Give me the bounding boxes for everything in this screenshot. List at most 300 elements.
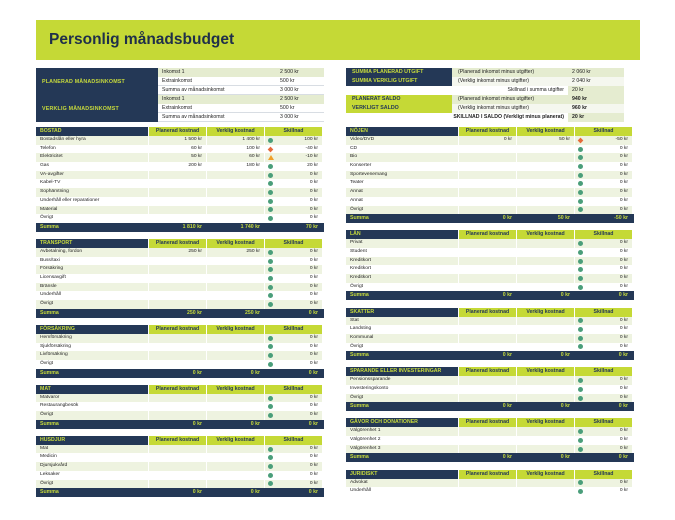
cell-actual[interactable] [206, 300, 264, 309]
row-name[interactable]: Student [346, 248, 458, 257]
cell-actual[interactable] [516, 274, 574, 283]
cell-actual[interactable]: 250 kr [206, 248, 264, 257]
cell-actual[interactable] [206, 453, 264, 462]
cell-planned[interactable] [148, 351, 206, 360]
cell-actual[interactable] [516, 145, 574, 154]
table-row [346, 171, 634, 180]
cell-actual[interactable] [516, 206, 574, 215]
table-row [346, 385, 634, 394]
circle-indicator-icon [268, 455, 273, 460]
column-header-actual: Verklig kostnad [516, 127, 574, 136]
cell-actual[interactable] [206, 214, 264, 223]
circle-indicator-icon [578, 344, 583, 349]
cell-diff [574, 188, 632, 197]
row-name[interactable]: Övrigt [36, 214, 148, 223]
cell-planned[interactable] [148, 265, 206, 274]
diff-value: 0 kr [619, 266, 628, 272]
actual-income-row [158, 104, 324, 113]
summary-value: 20 kr [568, 86, 624, 95]
row-value: 3 000 kr [280, 114, 299, 120]
row-name[interactable]: VA-avgifter [36, 171, 148, 180]
row-name[interactable]: Annat [346, 188, 458, 197]
diff-value: 0 kr [309, 215, 318, 221]
cell-actual[interactable] [206, 471, 264, 480]
cell-planned[interactable] [148, 283, 206, 292]
cell-planned[interactable] [458, 343, 516, 352]
cell-planned[interactable] [458, 153, 516, 162]
cell-actual[interactable] [516, 265, 574, 274]
cell-diff [264, 411, 322, 420]
cell-actual[interactable] [206, 360, 264, 369]
cell-planned[interactable] [148, 445, 206, 454]
row-name[interactable]: Pensionssparande [346, 376, 458, 385]
cell-actual[interactable] [516, 239, 574, 248]
cell-actual[interactable] [516, 317, 574, 326]
cell-actual[interactable] [206, 402, 264, 411]
cell-planned[interactable] [148, 402, 206, 411]
summary-label: SUMMA VERKLIG UTGIFT [346, 77, 452, 86]
row-name[interactable]: CD [346, 145, 458, 154]
circle-indicator-icon [268, 464, 273, 469]
cell-actual[interactable]: 1 400 kr [206, 136, 264, 145]
cell-planned[interactable] [458, 145, 516, 154]
diff-value: 0 kr [309, 352, 318, 358]
table-mat [36, 385, 324, 429]
circle-indicator-icon [268, 285, 273, 290]
cell-actual[interactable] [516, 283, 574, 292]
row-name[interactable]: Landsting [346, 325, 458, 334]
cell-actual[interactable] [516, 376, 574, 385]
cell-actual[interactable] [206, 445, 264, 454]
cell-actual[interactable] [206, 283, 264, 292]
row-name[interactable]: Välgörenhet 1 [346, 427, 458, 436]
cell-planned[interactable] [458, 427, 516, 436]
row-name[interactable]: Kreditkort [346, 274, 458, 283]
cell-actual[interactable] [516, 343, 574, 352]
cell-actual[interactable] [516, 334, 574, 343]
cell-planned[interactable] [458, 479, 516, 488]
column-header-diff: Skillnad [264, 239, 322, 248]
diff-value: 100 kr [304, 137, 318, 142]
cell-planned[interactable]: 1 500 kr [148, 136, 206, 145]
total-planned: 0 kr [192, 369, 202, 376]
row-name[interactable]: Hemförsäkring [36, 334, 148, 343]
row-name[interactable]: Telefon [36, 145, 148, 154]
cell-planned[interactable] [148, 453, 206, 462]
cell-planned[interactable] [148, 300, 206, 309]
cell-actual[interactable] [206, 291, 264, 300]
cell-actual[interactable]: 60 kr [206, 153, 264, 162]
diff-value: 0 kr [619, 445, 628, 451]
summary-row [346, 86, 624, 95]
row-name[interactable]: Medicin [36, 453, 148, 462]
cell-actual[interactable] [516, 487, 574, 496]
table-row [346, 376, 634, 385]
cell-actual[interactable] [206, 334, 264, 343]
section-title: JURIDISKT [346, 470, 458, 479]
total-planned: 0 kr [502, 403, 512, 410]
diff-value: 0 kr [619, 189, 628, 195]
table-row [346, 188, 634, 197]
total-diff: 0 kr [308, 369, 318, 376]
row-name[interactable]: Sjukförsäkring [36, 343, 148, 352]
summary-value: 2 060 kr [568, 68, 624, 77]
cell-actual[interactable]: 50 kr [516, 136, 574, 145]
cell-diff [264, 283, 322, 292]
total-planned: 0 kr [192, 420, 202, 427]
circle-indicator-icon [578, 438, 583, 443]
diff-value: 0 kr [619, 488, 628, 494]
diff-value: 0 kr [619, 394, 628, 400]
row-name[interactable]: Sophämtning [36, 188, 148, 197]
cell-planned[interactable] [458, 436, 516, 445]
table-row [346, 136, 634, 145]
cell-planned[interactable] [458, 171, 516, 180]
cell-planned[interactable] [458, 179, 516, 188]
total-label: Summa [40, 309, 59, 316]
diff-value: 0 kr [309, 180, 318, 186]
table-row [346, 334, 634, 343]
row-name[interactable]: Teater [346, 179, 458, 188]
cell-planned[interactable] [148, 343, 206, 352]
cell-planned[interactable] [458, 445, 516, 454]
table-row [346, 206, 634, 215]
column-header-actual: Verklig kostnad [516, 230, 574, 239]
cell-planned[interactable] [148, 274, 206, 283]
table-row [36, 471, 324, 480]
cell-planned[interactable]: 0 kr [458, 136, 516, 145]
cell-planned[interactable] [458, 376, 516, 385]
cell-planned[interactable] [148, 291, 206, 300]
table-row [36, 179, 324, 188]
row-name[interactable]: Kabel-TV [36, 179, 148, 188]
table-row [36, 283, 324, 292]
row-name[interactable]: Försäkring [36, 265, 148, 274]
row-name[interactable]: Investeringskonto [346, 385, 458, 394]
row-name[interactable]: Licensavgift [36, 274, 148, 283]
cell-actual[interactable] [206, 411, 264, 420]
row-name[interactable]: Konserter [346, 162, 458, 171]
cell-planned[interactable] [458, 257, 516, 266]
cell-diff [574, 153, 632, 162]
table-header [36, 239, 324, 248]
cell-planned[interactable] [148, 462, 206, 471]
row-name[interactable]: Övrigt [36, 411, 148, 420]
cell-actual[interactable] [516, 436, 574, 445]
cell-actual[interactable] [516, 171, 574, 180]
cell-planned[interactable]: 50 kr [148, 153, 206, 162]
cell-actual[interactable] [206, 394, 264, 403]
cell-actual[interactable] [206, 265, 264, 274]
diff-value: 0 kr [309, 463, 318, 469]
cell-diff [574, 206, 632, 215]
row-name[interactable]: Välgörenhet 2 [346, 436, 458, 445]
row-name[interactable]: Underhåll [346, 487, 458, 496]
row-name[interactable]: Bostadslån eller hyra [36, 136, 148, 145]
cell-planned[interactable] [148, 360, 206, 369]
cell-planned[interactable] [148, 197, 206, 206]
cell-actual[interactable] [516, 479, 574, 488]
cell-planned[interactable] [148, 471, 206, 480]
cell-planned[interactable] [148, 214, 206, 223]
section-title: HUSDJUR [36, 436, 148, 445]
total-diff: 0 kr [618, 454, 628, 461]
row-name[interactable]: Bränsle [36, 283, 148, 292]
row-name[interactable]: Underhåll eller reparationer [36, 197, 148, 206]
total-diff: -50 kr [614, 215, 628, 222]
summary-label: PLANERAT SALDO [346, 95, 452, 104]
cell-diff [574, 479, 632, 488]
total-planned: 0 kr [192, 489, 202, 496]
cell-diff [264, 334, 322, 343]
cell-actual[interactable] [206, 257, 264, 266]
row-name[interactable]: Övrigt [36, 360, 148, 369]
cell-actual[interactable] [206, 206, 264, 215]
cell-planned[interactable]: 250 kr [148, 248, 206, 257]
circle-indicator-icon [268, 447, 273, 452]
cell-actual[interactable] [516, 325, 574, 334]
diff-value: 0 kr [619, 377, 628, 383]
cell-actual[interactable] [516, 179, 574, 188]
row-name[interactable]: Restaurangbesök [36, 402, 148, 411]
circle-indicator-icon [578, 327, 583, 332]
table-total-row [36, 309, 324, 318]
cell-planned[interactable] [458, 162, 516, 171]
cell-planned[interactable] [148, 480, 206, 489]
column-header-actual: Verklig kostnad [206, 239, 264, 248]
row-value[interactable]: 500 kr [280, 78, 295, 84]
cell-planned[interactable] [148, 257, 206, 266]
row-name[interactable]: Övrigt [36, 300, 148, 309]
cell-actual[interactable] [206, 197, 264, 206]
diff-value: -40 kr [305, 145, 318, 151]
row-name[interactable]: Stat [346, 317, 458, 326]
column-header-planned: Planerad kostnad [458, 470, 516, 479]
cell-actual[interactable] [516, 445, 574, 454]
cell-diff [264, 162, 322, 171]
cell-planned[interactable] [458, 206, 516, 215]
column-header-diff: Skillnad [574, 127, 632, 136]
cell-planned[interactable]: 60 kr [148, 145, 206, 154]
circle-indicator-icon [578, 447, 583, 452]
diff-value: 0 kr [309, 480, 318, 486]
circle-indicator-icon [578, 164, 583, 169]
circle-indicator-icon [268, 336, 273, 341]
cell-planned[interactable] [458, 487, 516, 496]
row-name[interactable]: Gas [36, 162, 148, 171]
cell-planned[interactable] [458, 385, 516, 394]
table-row [36, 411, 324, 420]
cell-planned[interactable] [458, 325, 516, 334]
table-row [346, 162, 634, 171]
summary-row [346, 68, 624, 77]
cell-actual[interactable] [516, 153, 574, 162]
total-planned: 0 kr [502, 352, 512, 359]
row-name[interactable]: Matvaror [36, 394, 148, 403]
row-name[interactable]: Avbetalning, fordon [36, 248, 148, 257]
diff-value: 0 kr [619, 206, 628, 212]
cell-planned[interactable] [148, 206, 206, 215]
cell-planned[interactable] [148, 411, 206, 420]
cell-actual[interactable] [516, 197, 574, 206]
circle-indicator-icon [268, 396, 273, 401]
row-name[interactable]: Övrigt [346, 206, 458, 215]
table-sparande-eller-investeringar [346, 367, 634, 411]
total-actual: 1 740 kr [240, 223, 260, 230]
row-name[interactable]: Kommunal [346, 334, 458, 343]
row-value[interactable]: 500 kr [280, 105, 295, 111]
table-row [36, 343, 324, 352]
cell-actual[interactable]: 180 kr [206, 162, 264, 171]
cell-planned[interactable] [458, 197, 516, 206]
cell-planned[interactable] [458, 274, 516, 283]
cell-actual[interactable] [206, 171, 264, 180]
cell-planned[interactable] [458, 283, 516, 292]
row-name[interactable]: Sportevenemang [346, 171, 458, 180]
circle-indicator-icon [578, 155, 583, 160]
cell-actual[interactable] [206, 462, 264, 471]
table-row [36, 257, 324, 266]
row-name[interactable]: Underhåll [36, 291, 148, 300]
cell-planned[interactable] [458, 394, 516, 403]
diff-value: 0 kr [309, 394, 318, 400]
cell-planned[interactable] [148, 334, 206, 343]
cell-planned[interactable] [458, 334, 516, 343]
table-row [346, 197, 634, 206]
row-name[interactable]: Övrigt [346, 343, 458, 352]
row-name[interactable]: Djursjukvård [36, 462, 148, 471]
row-name[interactable]: Material [36, 206, 148, 215]
cell-planned[interactable] [148, 188, 206, 197]
cell-actual[interactable]: 100 kr [206, 145, 264, 154]
cell-actual[interactable] [206, 351, 264, 360]
diff-value: 0 kr [309, 266, 318, 272]
total-actual: 0 kr [560, 454, 570, 461]
diff-value: 0 kr [309, 257, 318, 263]
cell-planned[interactable] [458, 265, 516, 274]
circle-indicator-icon [268, 199, 273, 204]
table-skatter [346, 308, 634, 361]
cell-actual[interactable] [206, 343, 264, 352]
column-header-planned: Planerad kostnad [148, 325, 206, 334]
circle-indicator-icon [268, 173, 273, 178]
table-row [346, 317, 634, 326]
table-row [36, 453, 324, 462]
diff-value: 20 kr [307, 163, 318, 169]
row-value[interactable]: 2 500 kr [280, 96, 299, 102]
cell-actual[interactable] [206, 480, 264, 489]
table-row [36, 360, 324, 369]
diff-value: 0 kr [309, 283, 318, 289]
row-name[interactable]: Övrigt [346, 394, 458, 403]
column-header-planned: Planerad kostnad [458, 127, 516, 136]
cell-actual[interactable] [516, 394, 574, 403]
cell-diff [264, 179, 322, 188]
table-row [346, 179, 634, 188]
diff-value: 0 kr [619, 326, 628, 332]
cell-actual[interactable] [516, 257, 574, 266]
row-name[interactable]: Advokat [346, 479, 458, 488]
circle-indicator-icon [578, 285, 583, 290]
row-name[interactable]: Kreditkort [346, 265, 458, 274]
section-title: FÖRSÄKRING [36, 325, 148, 334]
summary-desc: SKILLNAD I SALDO (Verkligt minus planerat) [453, 114, 564, 120]
table-transport [36, 239, 324, 318]
cell-planned[interactable] [148, 179, 206, 188]
row-name[interactable]: Övrigt [346, 283, 458, 292]
cell-diff [264, 445, 322, 454]
table-row [36, 188, 324, 197]
column-header-diff: Skillnad [574, 367, 632, 376]
triangle-indicator-icon [268, 155, 274, 160]
cell-diff [264, 394, 322, 403]
row-name[interactable]: Annat [346, 197, 458, 206]
row-name[interactable]: Mat [36, 445, 148, 454]
row-name[interactable]: Privat [346, 239, 458, 248]
cell-actual[interactable] [516, 427, 574, 436]
row-name[interactable]: Leksaker [36, 471, 148, 480]
cell-diff [574, 257, 632, 266]
table-row [346, 445, 634, 454]
total-actual: 0 kr [560, 352, 570, 359]
row-name[interactable]: Video/DVD [346, 136, 458, 145]
row-name[interactable]: Välgörenhet 3 [346, 445, 458, 454]
table-row [346, 283, 634, 292]
table-row [346, 248, 634, 257]
row-name[interactable]: Livförsäkring [36, 351, 148, 360]
row-name[interactable]: Buss/taxi [36, 257, 148, 266]
cell-diff [574, 274, 632, 283]
cell-diff [574, 394, 632, 403]
total-planned: 250 kr [186, 309, 202, 316]
table-husdjur [36, 436, 324, 497]
table-row [36, 291, 324, 300]
row-name[interactable]: Elektricitet [36, 153, 148, 162]
column-header-planned: Planerad kostnad [458, 230, 516, 239]
cell-planned[interactable] [458, 317, 516, 326]
diff-value: 0 kr [619, 145, 628, 151]
table-row [346, 394, 634, 403]
cell-planned[interactable] [458, 188, 516, 197]
table-header [346, 470, 634, 479]
column-header-diff: Skillnad [574, 230, 632, 239]
cell-planned[interactable] [458, 248, 516, 257]
cell-planned[interactable] [148, 171, 206, 180]
row-value[interactable]: 2 500 kr [280, 69, 299, 75]
cell-actual[interactable] [206, 179, 264, 188]
diff-value: 0 kr [309, 471, 318, 477]
row-name[interactable]: Kreditkort [346, 257, 458, 266]
circle-indicator-icon [578, 396, 583, 401]
cell-diff [574, 171, 632, 180]
cell-actual[interactable] [206, 188, 264, 197]
row-name[interactable]: Övrigt [36, 480, 148, 489]
balance-summary [346, 68, 624, 122]
cell-planned[interactable]: 200 kr [148, 162, 206, 171]
cell-actual[interactable] [516, 162, 574, 171]
cell-planned[interactable] [458, 239, 516, 248]
row-name[interactable]: Bio [346, 153, 458, 162]
cell-actual[interactable] [516, 248, 574, 257]
cell-actual[interactable] [516, 188, 574, 197]
summary-row [346, 77, 624, 86]
cell-planned[interactable] [148, 394, 206, 403]
cell-actual[interactable] [206, 274, 264, 283]
cell-actual[interactable] [516, 385, 574, 394]
circle-indicator-icon [268, 164, 273, 169]
circle-indicator-icon [268, 207, 273, 212]
table-row [36, 394, 324, 403]
